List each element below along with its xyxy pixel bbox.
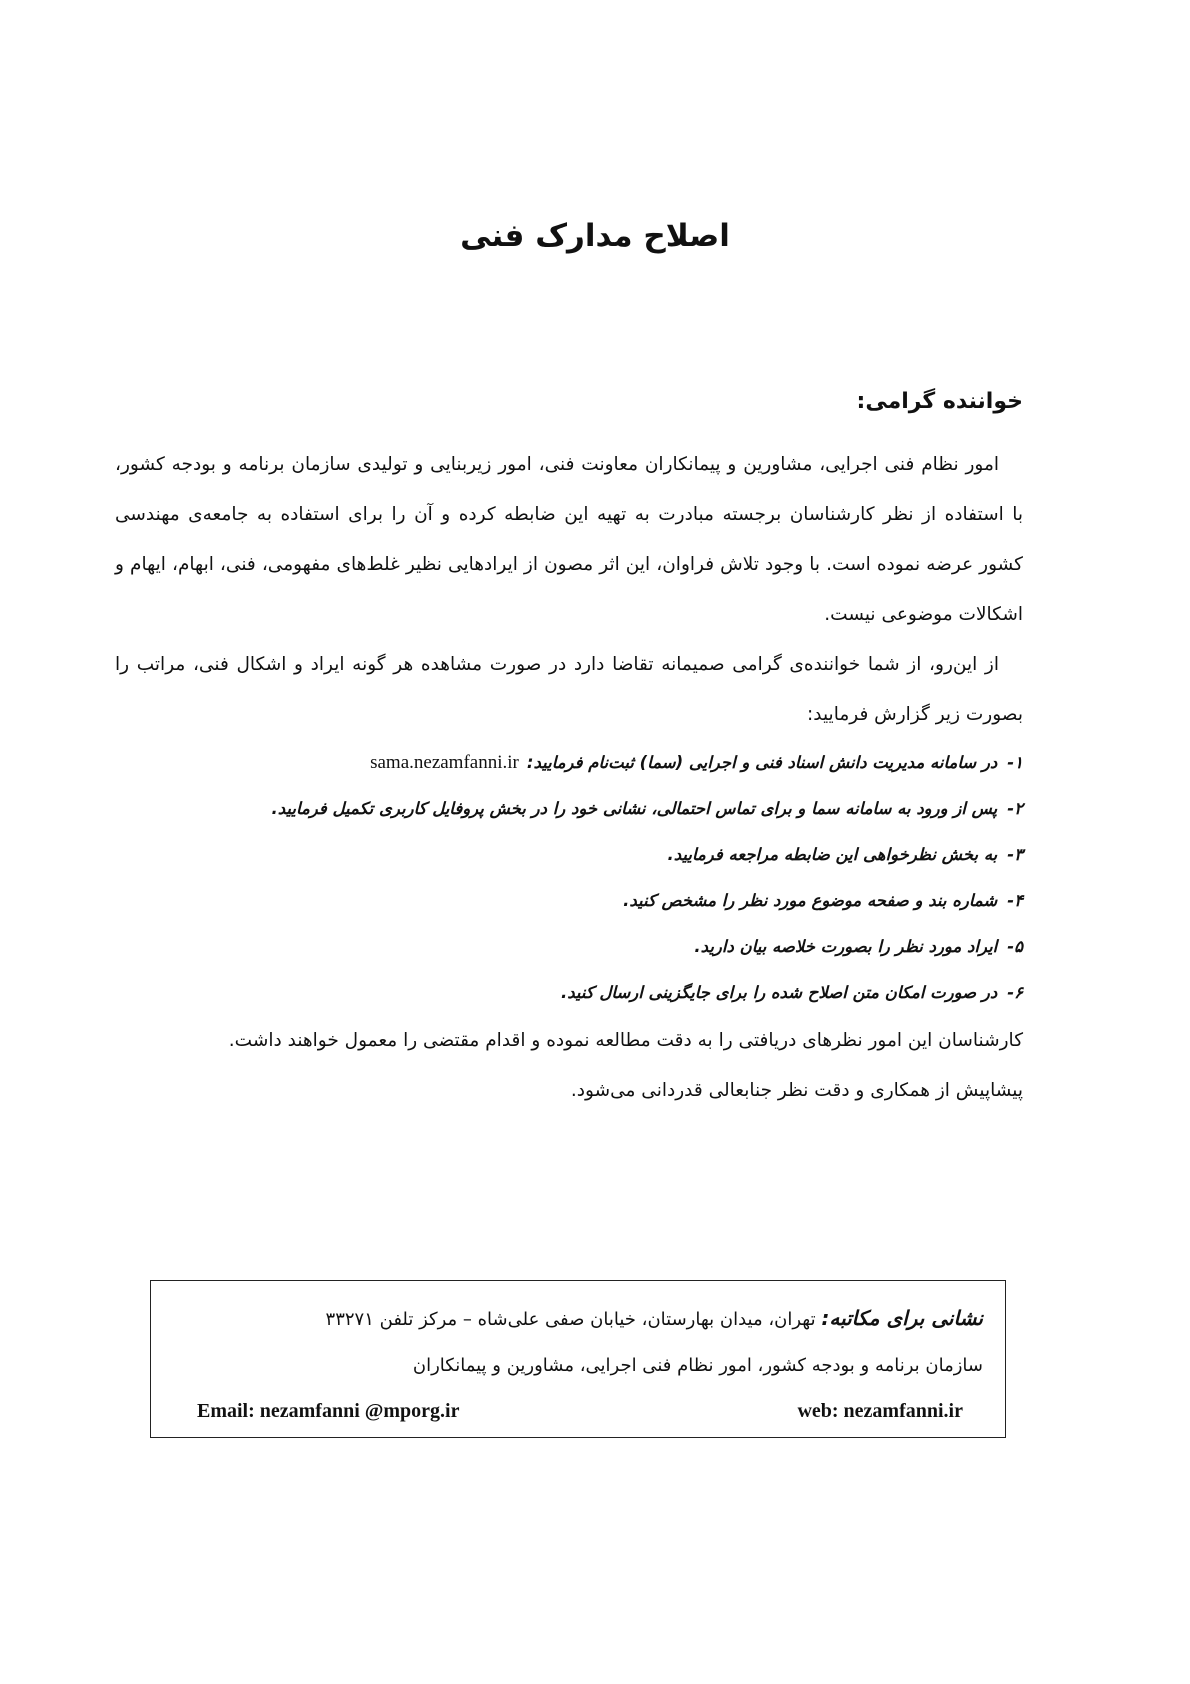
step-number: ۴- <box>1007 891 1023 910</box>
salutation: خواننده گرامی: <box>856 389 1023 414</box>
address-label: نشانی برای مکاتبه: <box>821 1306 983 1330</box>
address-text: تهران، میدان بهارستان، خیابان صفی علی‌شاه – مرکز تلفن ۳۳۲۷۱ <box>325 1309 816 1330</box>
contact-row <box>173 1391 983 1431</box>
step-text: در سامانه مدیریت دانش اسناد فنی و اجرایی (سما) ثبت‌نام فرمایید: <box>526 753 998 772</box>
step-text: ایراد مورد نظر را بصورت خلاصه بیان دارید. <box>694 937 998 956</box>
step-item <box>115 924 1023 970</box>
step-text: شماره بند و صفحه موضوع مورد نظر را مشخص کنید. <box>623 891 998 910</box>
step-text: در صورت امکان متن اصلاح شده را برای جایگزینی ارسال کنید. <box>560 983 998 1002</box>
main-content <box>115 382 1023 1116</box>
step-item <box>115 786 1023 832</box>
email-link[interactable]: Email: nezamfanni @mporg.ir <box>197 1400 460 1422</box>
request-paragraph: از این‌رو، از شما خواننده‌ی گرامی صمیمانه تقاضا دارد در صورت مشاهده هر گونه ایراد و اشکال فنی، مراتب را بصورت زیر گزارش فرمایید: <box>115 654 1023 725</box>
closing-line: کارشناسان این امور نظرهای دریافتی را به دقت مطالعه نموده و اقدام مقتضی را معمول خواهند داشت. <box>228 1030 1023 1051</box>
thanks-line: پیشاپیش از همکاری و دقت نظر جنابعالی قدردانی می‌شود. <box>570 1080 1023 1101</box>
step-number: ۳- <box>1007 845 1023 864</box>
step-number: ۱- <box>1007 753 1023 772</box>
step-item <box>115 740 1023 786</box>
steps-list <box>115 740 1023 1016</box>
intro-paragraph: امور نظام فنی اجرایی، مشاورین و پیمانکاران معاونت فنی، امور زیربنایی و تولیدی سازمان برنامه و بودجه کشور، با استفاده از نظر کارشناسان برجسته مبادرت به تهیه این ضابطه کرده و آن را برای استفاده به جامعه‌ی مهندسی کشور عرضه نموده است. با وجود تلاش فراوان، این اثر مصون از ایرادهایی نظیر غلط‌های مفهومی، فنی، ابهام، ایهام و اشکالات موضوعی نیست. <box>115 454 1023 625</box>
step-item <box>115 970 1023 1016</box>
step-item <box>115 832 1023 878</box>
step-number: ۶- <box>1007 983 1023 1002</box>
sama-link[interactable]: sama.nezamfanni.ir <box>370 752 519 773</box>
address-line <box>173 1295 983 1343</box>
step-text: به بخش نظرخواهی این ضابطه مراجعه فرمایید. <box>667 845 998 864</box>
step-number: ۲- <box>1007 799 1023 818</box>
organization-line: سازمان برنامه و بودجه کشور، امور نظام فنی اجرایی، مشاورین و پیمانکاران <box>412 1355 983 1376</box>
address-box <box>150 1280 1006 1438</box>
page-title: اصلاح مدارک فنی <box>460 218 730 254</box>
web-link[interactable]: web: nezamfanni.ir <box>797 1400 963 1422</box>
step-number: ۵- <box>1007 937 1023 956</box>
step-text: پس از ورود به سامانه سما و برای تماس احتمالی، نشانی خود را در بخش پروفایل کاربری تکمیل فرمایید. <box>271 799 998 818</box>
step-item <box>115 878 1023 924</box>
